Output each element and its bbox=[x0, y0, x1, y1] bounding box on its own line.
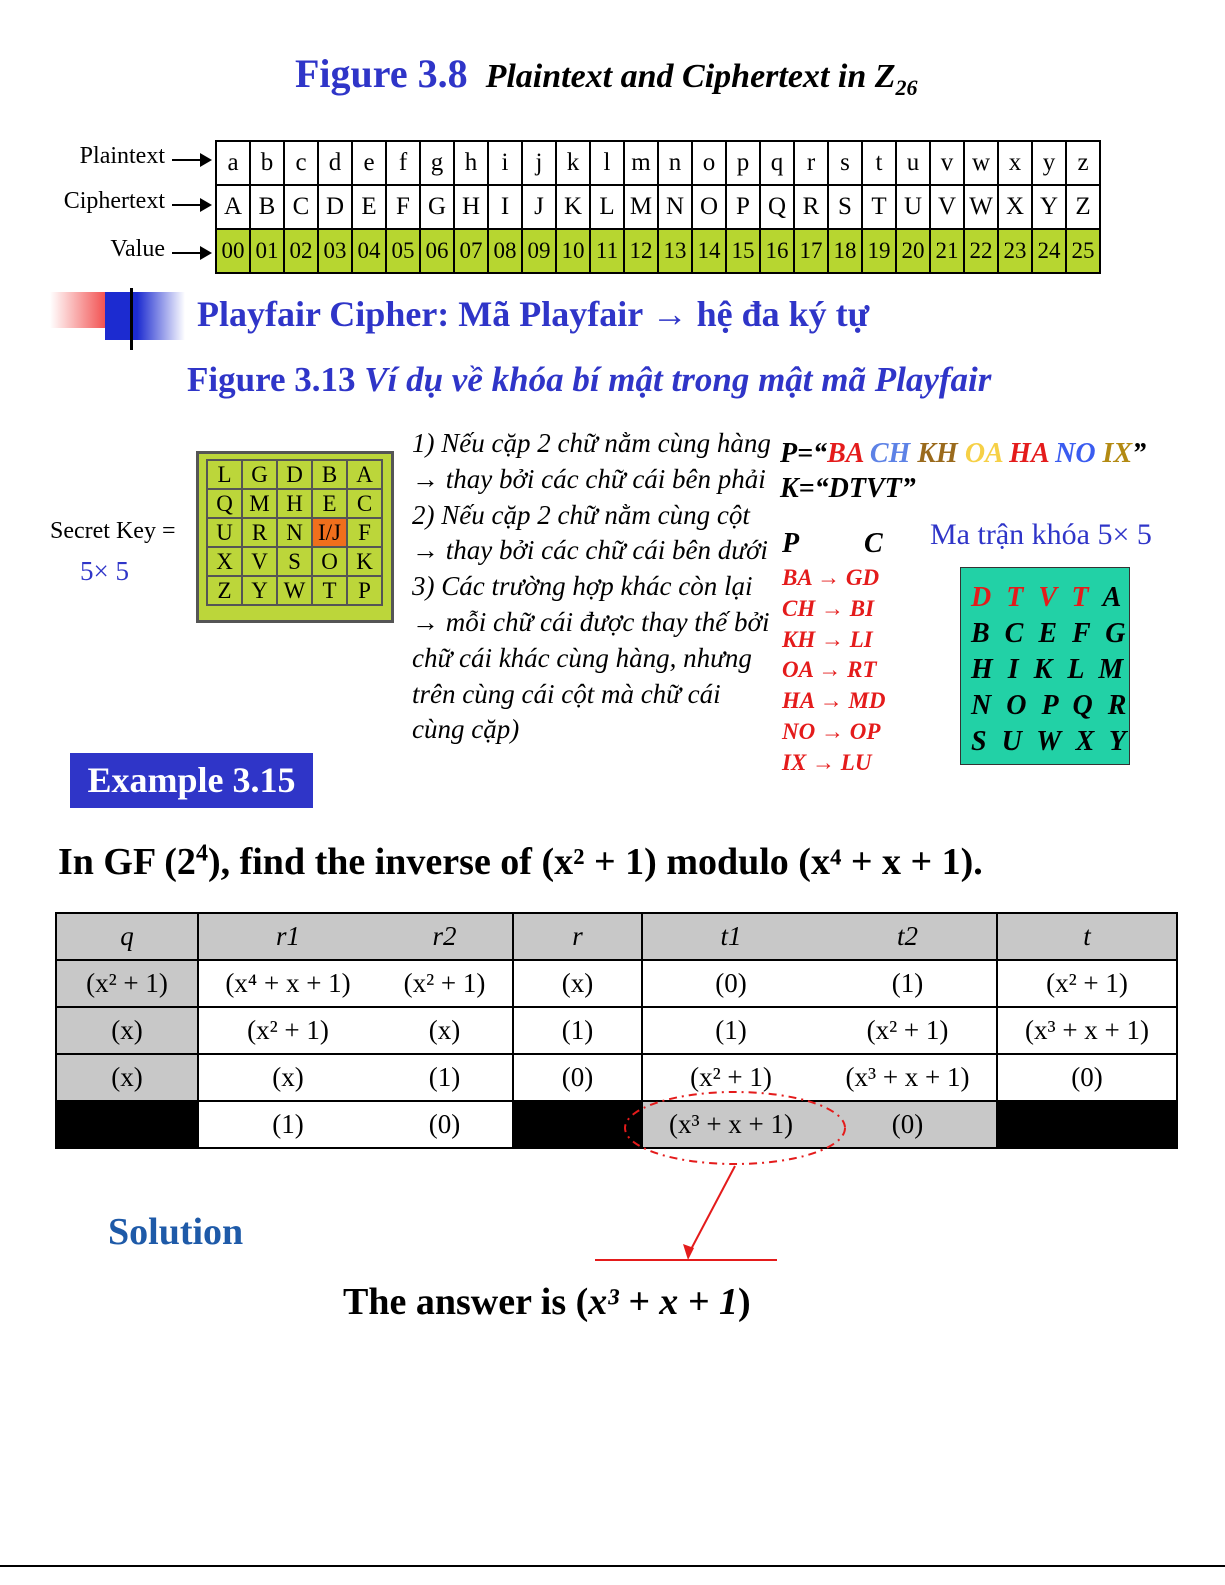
table-cell: (x) bbox=[377, 1007, 513, 1054]
figure-number: Figure 3.8 bbox=[295, 51, 468, 96]
plaintext-cell: k bbox=[556, 141, 590, 185]
value-cell: 15 bbox=[726, 229, 760, 273]
value-cell: 22 bbox=[964, 229, 998, 273]
pair-mapping: NO → OP bbox=[782, 718, 881, 744]
arrow-icon bbox=[172, 252, 210, 254]
rule-3: 3) Các trường hợp khác còn lại → mỗi chữ cái được thay thế bởi chữ cái khác cùng hàng, nhưng trên cùng cái cột mà chữ cái cùng cặp) bbox=[412, 571, 770, 745]
value-cell: 21 bbox=[930, 229, 964, 273]
table-cell: (x) bbox=[513, 960, 642, 1007]
secret-key-grid bbox=[196, 451, 394, 623]
key-cell: D bbox=[277, 460, 312, 489]
value-cell: 03 bbox=[318, 229, 352, 273]
value-cell: 11 bbox=[590, 229, 624, 273]
ciphertext-cell: R bbox=[794, 185, 828, 229]
key-cell: T bbox=[312, 576, 347, 605]
figure-caption: Plaintext and Ciphertext in $Z_{26}$ bbox=[485, 58, 918, 100]
table-cell: (x² + 1) bbox=[819, 1007, 997, 1054]
value-cell: 06 bbox=[420, 229, 454, 273]
heading-decoration bbox=[130, 288, 133, 350]
pair-mapping: OA → RT bbox=[782, 657, 877, 683]
ciphertext-cell: W bbox=[964, 185, 998, 229]
value-cell: 14 bbox=[692, 229, 726, 273]
key-text: K=“DTVT” bbox=[780, 473, 916, 504]
plaintext-cell: l bbox=[590, 141, 624, 185]
plaintext-pair: BA bbox=[827, 438, 863, 469]
secret-key-label: Secret Key = bbox=[50, 518, 176, 544]
value-cell: 25 bbox=[1066, 229, 1100, 273]
key-cell: A bbox=[347, 460, 382, 489]
ciphertext-cell: I bbox=[488, 185, 522, 229]
ciphertext-cell: Q bbox=[760, 185, 794, 229]
plaintext-cell: w bbox=[964, 141, 998, 185]
figure-3-8-title bbox=[295, 50, 918, 101]
ciphertext-cell: B bbox=[250, 185, 284, 229]
plaintext-pair: IX bbox=[1102, 438, 1133, 469]
key-cell: B bbox=[312, 460, 347, 489]
heading-decoration bbox=[105, 292, 185, 340]
ciphertext-row bbox=[216, 185, 1100, 229]
table-row bbox=[56, 1007, 1177, 1054]
value-cell: 13 bbox=[658, 229, 692, 273]
table-cell bbox=[997, 1101, 1177, 1148]
key-cell: N bbox=[277, 518, 312, 547]
table-cell bbox=[56, 1101, 198, 1148]
ciphertext-cell: O bbox=[692, 185, 726, 229]
table-cell: (0) bbox=[997, 1054, 1177, 1101]
ciphertext-cell: S bbox=[828, 185, 862, 229]
plaintext-pairs: P=“BA CH KH OA HA NO IX” bbox=[780, 438, 1147, 469]
table-cell: (x) bbox=[56, 1054, 198, 1101]
table-cell: (x² + 1) bbox=[377, 960, 513, 1007]
solution-label: Solution bbox=[108, 1211, 244, 1253]
value-cell: 12 bbox=[624, 229, 658, 273]
plaintext-cell: h bbox=[454, 141, 488, 185]
pair-mappings bbox=[782, 563, 886, 779]
ciphertext-label: Ciphertext bbox=[63, 188, 165, 214]
key-cell: E bbox=[312, 489, 347, 518]
key-cell: K bbox=[347, 547, 382, 576]
value-cell: 08 bbox=[488, 229, 522, 273]
table-header: q bbox=[56, 913, 198, 960]
key-cell: I/J bbox=[312, 518, 347, 547]
key-cell: V bbox=[242, 547, 277, 576]
value-cell: 16 bbox=[760, 229, 794, 273]
plaintext-cell: n bbox=[658, 141, 692, 185]
ciphertext-cell: H bbox=[454, 185, 488, 229]
plaintext-label: Plaintext bbox=[79, 143, 165, 169]
playfair-rules bbox=[412, 426, 777, 748]
plaintext-cell: s bbox=[828, 141, 862, 185]
plaintext-cell: v bbox=[930, 141, 964, 185]
plaintext-cell: t bbox=[862, 141, 896, 185]
pair-mapping: CH → BI bbox=[782, 595, 875, 621]
table-cell: (x² + 1) bbox=[198, 1007, 377, 1054]
table-cell: (1) bbox=[198, 1101, 377, 1148]
ciphertext-cell: M bbox=[624, 185, 658, 229]
matrix-title: Ma trận khóa 5× 5 bbox=[930, 518, 1152, 551]
plaintext-cell: j bbox=[522, 141, 556, 185]
answer-callout bbox=[590, 1090, 890, 1270]
ciphertext-cell: K bbox=[556, 185, 590, 229]
table-cell: (x³ + x + 1) bbox=[997, 1007, 1177, 1054]
table-header: r2 bbox=[377, 913, 513, 960]
example-label: Example 3.15 bbox=[70, 753, 313, 808]
playfair-heading: Playfair Cipher: Mã Playfair → hệ đa ký tự bbox=[197, 294, 870, 334]
value-cell: 20 bbox=[896, 229, 930, 273]
ciphertext-cell: Z bbox=[1066, 185, 1100, 229]
plaintext-pair: OA bbox=[964, 438, 1003, 469]
ciphertext-cell: E bbox=[352, 185, 386, 229]
value-cell: 01 bbox=[250, 229, 284, 273]
plaintext-cell: x bbox=[998, 141, 1032, 185]
ciphertext-cell: Y bbox=[1032, 185, 1066, 229]
plaintext-cell: e bbox=[352, 141, 386, 185]
pair-mapping: KH → LI bbox=[782, 626, 873, 652]
value-cell: 24 bbox=[1032, 229, 1066, 273]
value-cell: 19 bbox=[862, 229, 896, 273]
pair-mapping: HA → MD bbox=[782, 688, 886, 714]
table-cell: (x³ + x + 1) bbox=[642, 1101, 819, 1148]
table-cell: (x² + 1) bbox=[997, 960, 1177, 1007]
ciphertext-cell: A bbox=[216, 185, 250, 229]
plaintext-pair: HA bbox=[1009, 438, 1049, 469]
plaintext-cell: o bbox=[692, 141, 726, 185]
plaintext-pair: KH bbox=[917, 438, 958, 469]
ciphertext-cell: P bbox=[726, 185, 760, 229]
key-cell: X bbox=[207, 547, 242, 576]
ciphertext-cell: G bbox=[420, 185, 454, 229]
table-cell: (x) bbox=[56, 1007, 198, 1054]
table-cell: (1) bbox=[513, 1007, 642, 1054]
key-cell: O bbox=[312, 547, 347, 576]
value-row bbox=[216, 229, 1100, 273]
plaintext-pair: NO bbox=[1055, 438, 1096, 469]
plaintext-cell: y bbox=[1032, 141, 1066, 185]
ciphertext-cell: D bbox=[318, 185, 352, 229]
key-cell: Y bbox=[242, 576, 277, 605]
plaintext-cell: f bbox=[386, 141, 420, 185]
table-cell: (0) bbox=[513, 1054, 642, 1101]
key-cell: G bbox=[242, 460, 277, 489]
pc-header: P C bbox=[782, 528, 883, 559]
table-cell: (1) bbox=[377, 1054, 513, 1101]
key-cell: W bbox=[277, 576, 312, 605]
answer-text: The answer is (x³ + x + 1) bbox=[343, 1281, 751, 1323]
key-cell: Q bbox=[207, 489, 242, 518]
plaintext-cell: c bbox=[284, 141, 318, 185]
key-cell: M bbox=[242, 489, 277, 518]
rule-2: 2) Nếu cặp 2 chữ nằm cùng cột → thay bởi các chữ cái bên dưới bbox=[412, 499, 768, 566]
value-cell: 09 bbox=[522, 229, 556, 273]
value-cell: 17 bbox=[794, 229, 828, 273]
plaintext-row bbox=[216, 141, 1100, 185]
plaintext-pair: CH bbox=[869, 438, 911, 469]
value-cell: 04 bbox=[352, 229, 386, 273]
matrix-row: N O P Q R bbox=[971, 690, 1131, 721]
ciphertext-cell: U bbox=[896, 185, 930, 229]
plaintext-cell: d bbox=[318, 141, 352, 185]
table-cell: (x⁴ + x + 1) bbox=[198, 960, 377, 1007]
table-header: r1 bbox=[198, 913, 377, 960]
ciphertext-cell: V bbox=[930, 185, 964, 229]
table-cell: (0) bbox=[819, 1101, 997, 1148]
value-cell: 10 bbox=[556, 229, 590, 273]
arrow-icon bbox=[172, 159, 210, 161]
plaintext-cell: z bbox=[1066, 141, 1100, 185]
key-cell: C bbox=[347, 489, 382, 518]
table-cell: (x² + 1) bbox=[642, 1054, 819, 1101]
alphabet-table bbox=[215, 140, 1101, 274]
ciphertext-cell: J bbox=[522, 185, 556, 229]
example-question: In GF $(2^4)$, find the inverse of (x² + 1) modulo (x⁴ + x + 1). bbox=[58, 840, 983, 883]
matrix-row: D T V T A bbox=[971, 582, 1126, 613]
ciphertext-cell: F bbox=[386, 185, 420, 229]
value-cell: 02 bbox=[284, 229, 318, 273]
value-cell: 00 bbox=[216, 229, 250, 273]
table-header: r bbox=[513, 913, 642, 960]
plaintext-cell: q bbox=[760, 141, 794, 185]
callout-arrow-icon bbox=[688, 1166, 735, 1255]
key-cell: Z bbox=[207, 576, 242, 605]
ciphertext-cell: X bbox=[998, 185, 1032, 229]
matrix-row: B C E F G bbox=[971, 618, 1130, 649]
plaintext-cell: r bbox=[794, 141, 828, 185]
table-header: t1 bbox=[642, 913, 819, 960]
table-cell: (x) bbox=[198, 1054, 377, 1101]
table-cell: (1) bbox=[642, 1007, 819, 1054]
arrow-icon bbox=[172, 204, 210, 206]
table-cell: (x³ + x + 1) bbox=[819, 1054, 997, 1101]
value-cell: 23 bbox=[998, 229, 1032, 273]
table-header: t bbox=[997, 913, 1177, 960]
highlight-ellipse bbox=[625, 1092, 845, 1164]
value-cell: 07 bbox=[454, 229, 488, 273]
table-row bbox=[56, 960, 1177, 1007]
pair-mapping: IX → LU bbox=[782, 749, 872, 775]
table-cell: (0) bbox=[377, 1101, 513, 1148]
value-label: Value bbox=[110, 236, 165, 262]
key-cell: R bbox=[242, 518, 277, 547]
plaintext-cell: p bbox=[726, 141, 760, 185]
page-divider bbox=[0, 1565, 1225, 1567]
key-cell: F bbox=[347, 518, 382, 547]
matrix-row: S U W X Y bbox=[971, 726, 1130, 757]
table-cell: (1) bbox=[819, 960, 997, 1007]
rule-1: 1) Nếu cặp 2 chữ nằm cùng hàng → thay bởi các chữ cái bên phải bbox=[412, 428, 771, 494]
key-cell: U bbox=[207, 518, 242, 547]
secret-key-dims: 5× 5 bbox=[80, 556, 129, 586]
pair-mapping: BA → GD bbox=[782, 565, 880, 590]
value-cell: 18 bbox=[828, 229, 862, 273]
plaintext-cell: i bbox=[488, 141, 522, 185]
key-cell: L bbox=[207, 460, 242, 489]
ciphertext-cell: L bbox=[590, 185, 624, 229]
plaintext-cell: g bbox=[420, 141, 454, 185]
ciphertext-cell: C bbox=[284, 185, 318, 229]
table-cell: (0) bbox=[642, 960, 819, 1007]
ciphertext-cell: T bbox=[862, 185, 896, 229]
table-header: t2 bbox=[819, 913, 997, 960]
key-cell: S bbox=[277, 547, 312, 576]
value-cell: 05 bbox=[386, 229, 420, 273]
figure-3-13-title: Figure 3.13 Ví dụ về khóa bí mật trong mật mã Playfair bbox=[187, 360, 992, 399]
plaintext-cell: b bbox=[250, 141, 284, 185]
matrix-row: H I K L M bbox=[971, 654, 1128, 685]
key-cell: P bbox=[347, 576, 382, 605]
plaintext-cell: u bbox=[896, 141, 930, 185]
plaintext-cell: m bbox=[624, 141, 658, 185]
ciphertext-cell: N bbox=[658, 185, 692, 229]
table-cell: (x² + 1) bbox=[56, 960, 198, 1007]
key-matrix bbox=[960, 567, 1130, 765]
key-cell: H bbox=[277, 489, 312, 518]
plaintext-cell: a bbox=[216, 141, 250, 185]
